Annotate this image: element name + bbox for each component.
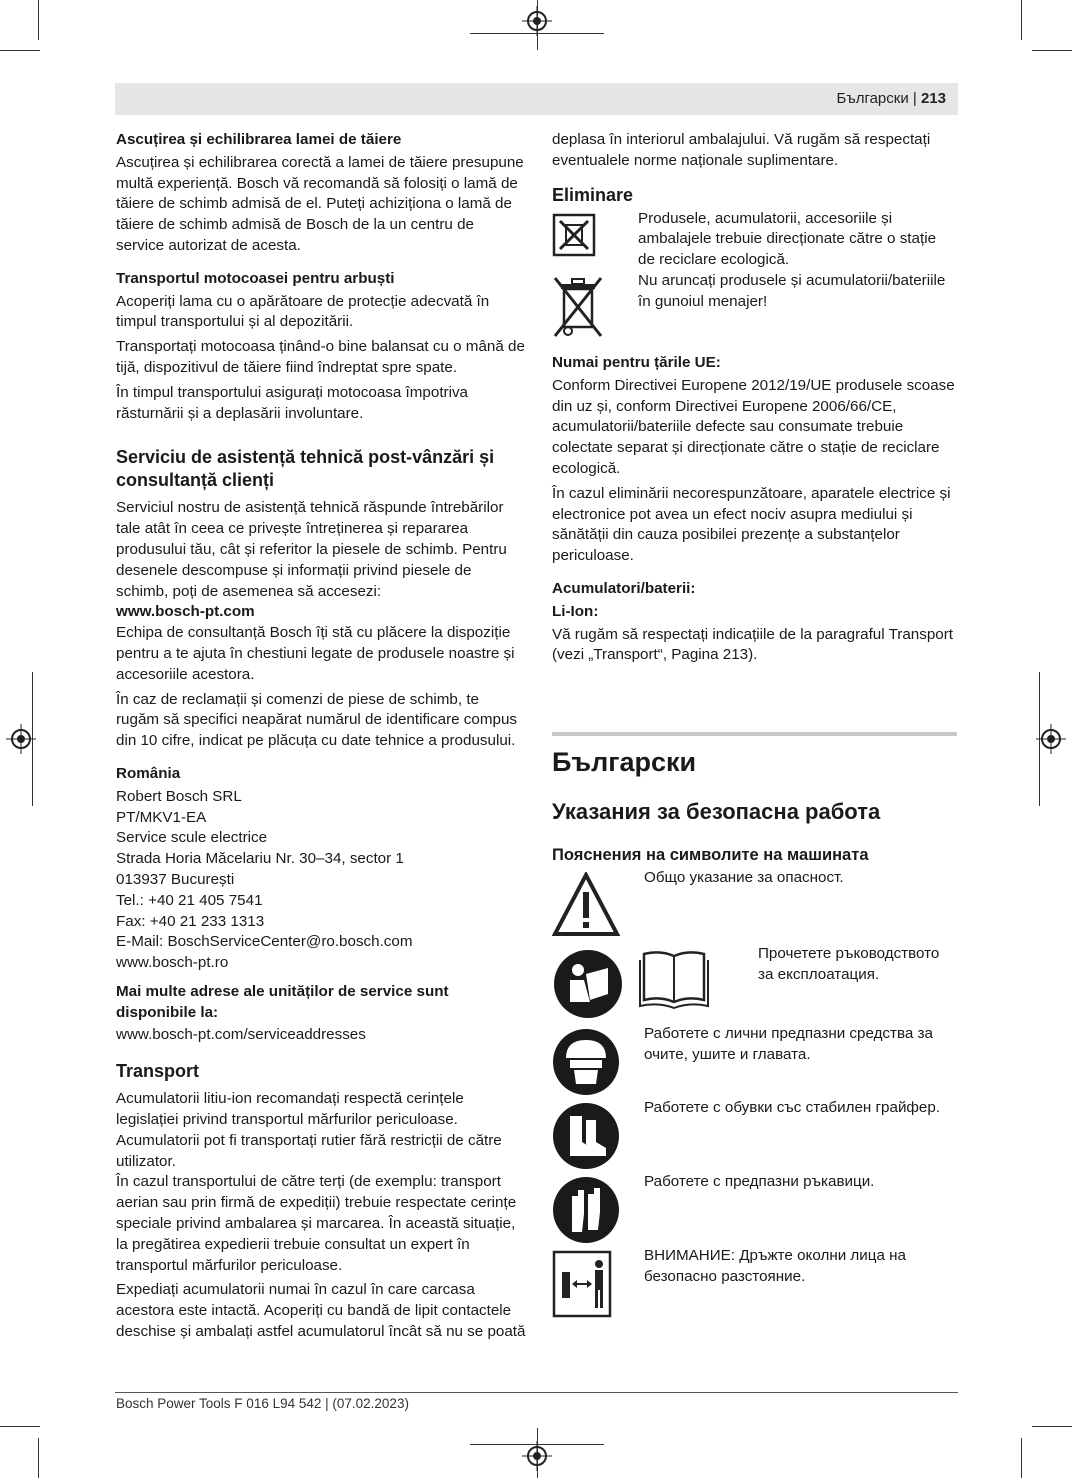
section-heading: Transport — [116, 1061, 200, 1082]
chapter-heading: Указания за безопасна работа — [552, 799, 881, 825]
symbol-row — [552, 1247, 957, 1322]
address-block — [116, 787, 526, 974]
service-addresses-link[interactable]: www.bosch-pt.com/serviceaddresses — [116, 1026, 366, 1044]
symbol-row — [552, 1025, 957, 1102]
symbol-row — [552, 1099, 957, 1176]
paragraph: Echipa de consultanță Bosch îți stă cu plăcere la dispoziție pentru a te ajuta în chestiuni legate de produsele noastre și accesoriile acestora. — [116, 624, 515, 683]
left-column — [116, 130, 526, 1347]
section-title: Acumulatori/baterii: — [552, 579, 696, 597]
section-title: Li-Ion: — [552, 602, 599, 620]
crop-mark — [38, 0, 39, 40]
paragraph: Nu aruncați produsele și acumulatorii/bateriile în gunoiul menajer! — [638, 271, 946, 310]
address-line[interactable]: www.bosch-pt.ro — [116, 954, 229, 972]
paragraph: Acumulatorii litiu-ion recomandați respectă cerințele legislației privind transportul mărfurilor periculoase. Acumulatorii pot fi transportați rutier fără restricții de către utilizator. — [116, 1090, 502, 1170]
address-line: Tel.: +40 21 405 7541 — [116, 891, 263, 909]
symbol-description: Прочетете ръководството за експлоатация. — [758, 945, 940, 983]
recycling-symbol-icon — [552, 213, 596, 257]
page-number: 213 — [920, 90, 946, 107]
address-line: PT/MKV1-EA — [116, 808, 207, 826]
footer-divider — [115, 1392, 958, 1393]
paragraph: În cazul transportului de către terți (de exemplu: transport aerian sau prin firmă de expediții) trebuie respectate cerințe speciale privind ambalarea și marcarea. În această situație, la pregătirea expedierii trebuie consultat un expert în transportul mărfurilor periculoase. — [116, 1173, 517, 1274]
country-title: România — [116, 764, 181, 782]
crossed-bin-icon — [552, 275, 604, 339]
address-line: Robert Bosch SRL — [116, 787, 242, 805]
paragraph: Ascuțirea și echilibrarea corectă a lamei de tăiere presupune multă experiență. Bosch vă recomandă să folosiți o lamă de tăiere de schimb admisă de el. Puteți achiziționa o lamă de tăiere de schimb admisă de Bosch de la un centru de service autorizat de acesta. — [116, 153, 524, 254]
read-manual-icon — [552, 948, 624, 1020]
crop-mark — [1032, 50, 1072, 51]
section-title: Transportul motocoasei pentru arbuști — [116, 269, 395, 287]
paragraph: Vă rugăm să respectați indicațiile de la paragraful Transport (vezi „Transport“, Pagina 213). — [552, 625, 953, 664]
head-protection-icon — [552, 1028, 620, 1096]
symbol-row — [552, 1173, 957, 1250]
symbol-description: ВНИМАНИЕ: Дръжте околни лица на безопасно разстояние. — [644, 1247, 906, 1285]
paragraph: Serviciul nostru de asistență tehnică răspunde întrebărilor tale atât în ceea ce privește întreținerea și repararea produsului tău, cât și referitor la piesele de schimb. Pentru desenele descompuse și informații privind piesele de schimb, poți de asemenea să accesezi: — [116, 499, 507, 600]
header-separator: | — [912, 90, 917, 107]
service-link[interactable]: www.bosch-pt.com — [116, 603, 255, 621]
paragraph: În timpul transportului asigurați motocoasa împotriva răsturnării și a deplasării involuntare. — [116, 383, 469, 422]
address-line: Strada Horia Măcelariu Nr. 30–34, sector 1 — [116, 850, 404, 868]
registration-target-icon — [522, 6, 552, 36]
crop-mark — [1021, 0, 1022, 40]
subsection-heading: Пояснения на символите на машината — [552, 846, 869, 865]
address-line: Service scule electrice — [116, 829, 268, 847]
right-column — [552, 130, 957, 1322]
section-title: Mai multe adrese ale unităților de service sunt disponibile la: — [116, 982, 449, 1021]
crop-mark — [1021, 1438, 1022, 1478]
warning-triangle-icon — [552, 872, 620, 938]
registration-target-icon — [6, 724, 36, 754]
paragraph: Conform Directivei Europene 2012/19/UE produsele scoase din uz și, conform Directivei Europene 2006/66/CE, acumulatorii/bateriile defecte sau consumate trebuie colectate separat și direcționate către o stație de reciclare ecologică. — [552, 376, 955, 477]
address-line[interactable]: E-Mail: BoschServiceCenter@ro.bosch.com — [116, 933, 413, 951]
symbol-row — [552, 869, 957, 948]
page-footer: Bosch Power Tools F 016 L94 542 | (07.02.2023) — [116, 1396, 409, 1411]
header-language: Български — [836, 90, 909, 107]
address-line: Fax: +40 21 233 1313 — [116, 912, 265, 930]
crop-mark — [0, 50, 40, 51]
paragraph: deplasa în interiorul ambalajului. Vă rugăm să respectați eventualele norme naționale suplimentare. — [552, 131, 931, 169]
language-divider — [552, 732, 957, 736]
paragraph: În cazul eliminării necorespunzătoare, aparatele electrice și electronice pot avea un efect nociv asupra mediului și sănătății din cauza posibilei prezențe a substanțelor periculoase. — [552, 484, 951, 565]
disposal-row — [552, 209, 957, 271]
crop-mark — [0, 1426, 40, 1427]
language-title: Български — [552, 747, 697, 778]
paragraph: Produsele, acumulatorii, accesoriile și ambalajele trebuie direcționate către o stație de reciclare ecologică. — [638, 209, 937, 269]
symbol-description: Работете с обувки със стабилен грайфер. — [644, 1099, 941, 1117]
symbol-description: Работете с предпазни ръкавици. — [644, 1173, 875, 1191]
section-heading: Serviciu de asistență tehnică post-vânzări și consultanță clienți — [116, 447, 495, 491]
section-heading: Eliminare — [552, 184, 634, 205]
page-header — [115, 83, 958, 115]
symbol-row — [552, 945, 957, 1028]
crop-mark — [38, 1438, 39, 1478]
symbol-description: Общо указание за опасност. — [644, 869, 844, 887]
paragraph: În caz de reclamații și comenzi de piese de schimb, te rugăm să specifici neapărat numărul de identificare compus din 10 cifre, indicat pe plăcuța cu date tehnice a produsului. — [116, 690, 517, 750]
open-book-icon — [638, 948, 710, 1010]
protective-gloves-icon — [552, 1176, 620, 1244]
paragraph: Transportați motocoasa ținând-o bine balansat cu o mână de tijă, dispozitivul de tăiere fiind îndreptat spre spate. — [116, 338, 525, 376]
paragraph: Acoperiți lama cu o apărătoare de protecție adecvată în timpul transportului și al depozitării. — [116, 292, 490, 331]
keep-distance-icon — [552, 1250, 612, 1318]
disposal-row — [552, 271, 957, 339]
symbol-description: Работете с лични предпазни средства за очите, ушите и главата. — [644, 1025, 933, 1063]
registration-target-icon — [1036, 724, 1066, 754]
registration-target-icon — [522, 1441, 552, 1471]
section-title: Ascuțirea și echilibrarea lamei de tăiere — [116, 131, 402, 148]
safety-boots-icon — [552, 1102, 620, 1170]
address-line: 013937 București — [116, 870, 235, 888]
header-label — [836, 90, 946, 107]
paragraph: Expediați acumulatorii numai în cazul în care carcasa acestora este intactă. Acoperiți cu bandă de lipit contactele deschise și ambalați astfel acumulatorul încât să nu se poată — [116, 1281, 526, 1341]
section-title: Numai pentru țările UE: — [552, 353, 721, 371]
crop-mark — [1032, 1426, 1072, 1427]
